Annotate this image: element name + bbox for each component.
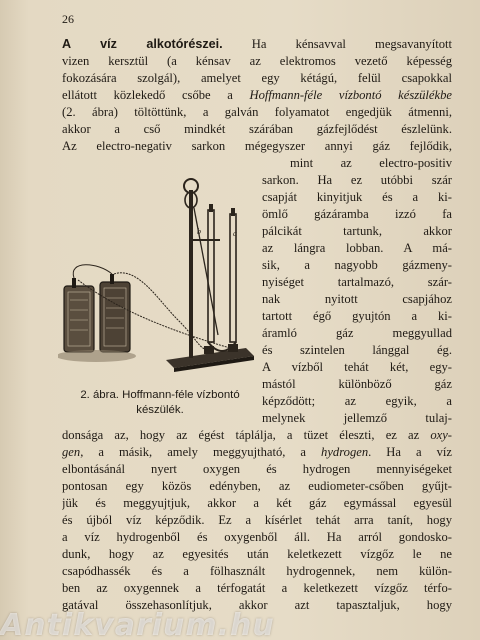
text-line: dunk, hogy az egyesités után keletkezett vízgőz le ne bbox=[62, 547, 452, 561]
text-line: vizen kersztül (a kénsav az elektromos vezető képesség bbox=[62, 54, 452, 68]
italic-term: oxy- bbox=[430, 428, 452, 442]
text-line: akkor a cső mindkét szárában gázfejlődést észlelünk. bbox=[62, 122, 452, 136]
battery-cells bbox=[58, 274, 136, 362]
text-line: sarkon. Ha ez utóbbi szár bbox=[262, 173, 452, 187]
tube-left bbox=[208, 210, 214, 342]
text-line: a víz hydrogenből és oxygenből áll. Ha arról gondosko- bbox=[62, 530, 452, 544]
label-a: a bbox=[233, 229, 237, 238]
text-line: A víz alkotórészei. Ha kénsavval megsavanyított bbox=[62, 37, 452, 51]
text-line: mástól különböző gáz bbox=[262, 377, 452, 391]
text-line: sik, a nagyobb gázmeny- bbox=[262, 258, 452, 272]
text-line: jük és meggyujtjuk, akkor a két gáz egymással egyesül bbox=[62, 496, 452, 510]
text-line: és újból víz képződik. Ez a kísérlet tehát arra tanít, hogy bbox=[62, 513, 452, 527]
text-line: nyiséget tartalmazó, szár- bbox=[262, 275, 452, 289]
text-line: pontosan egy közös edényben, az eudiometer-csőben gyűjt- bbox=[62, 479, 452, 493]
text-line: donsága az, hogy az égést táplálja, a tüzet éleszti, ez az oxy- bbox=[62, 428, 452, 442]
figure-caption: 2. ábra. Hoffmann-féle vízbontó készülék. bbox=[80, 389, 240, 416]
page-number: 26 bbox=[62, 12, 74, 26]
text-line: melynek jellemző tulaj- bbox=[262, 411, 452, 425]
text-line: fokozására szolgál), amelyet egy kétágú, felül csapokkal bbox=[62, 71, 452, 85]
section-heading: A víz alkotórészei. bbox=[62, 37, 223, 51]
italic-term: gen bbox=[62, 445, 81, 459]
stopcock-left bbox=[209, 204, 213, 212]
hoffmann-apparatus-illustration bbox=[58, 170, 258, 382]
text-line: tartott égő gyujtón a ki- bbox=[262, 309, 452, 323]
text-line: képződött; az egyik, a bbox=[262, 394, 452, 408]
text-line: Az electro-negativ sarkon mégegyszer annyi gáz fejlődik, bbox=[62, 139, 452, 153]
wire bbox=[73, 265, 112, 278]
text-line: nak nyitott csapjához bbox=[262, 292, 452, 306]
text-line: és szintelen lánggal ég. bbox=[262, 343, 452, 357]
text-line: A vízből tehát két, egy- bbox=[262, 360, 452, 374]
text-line: gatával összehasonlítjuk, akkor azt tapasztaljuk, hogy bbox=[62, 598, 452, 612]
text-line: ömlő gázáramba izzó fa bbox=[262, 207, 452, 221]
text-line: elbontásánál nyert oxygen és hydrogen mennyiségeket bbox=[62, 462, 452, 476]
italic-term: Hoffmann-féle vízbontó készülékbe bbox=[249, 88, 452, 102]
text-line: mint az electro-positiv bbox=[290, 156, 452, 170]
text-line: az lángra lobban. A má- bbox=[262, 241, 452, 255]
watermark: Antikvarium.hu bbox=[0, 608, 275, 640]
text-line: (2. ábra) töltöttünk, a galván folyamatot engedjük átmenni, bbox=[62, 105, 452, 119]
text-line: csapját kinyitjuk és a ki- bbox=[262, 190, 452, 204]
italic-term: hydrogen bbox=[321, 445, 369, 459]
stopcock-right bbox=[231, 208, 235, 216]
text-line: csapódhassék és a fölhasznált hydrogennek, nem külön- bbox=[62, 564, 452, 578]
text-line: pálcikát tartunk, akkor bbox=[262, 224, 452, 238]
label-b: b bbox=[197, 227, 201, 236]
text-line: gen, a másik, amely meggyujtható, a hydrogen. Ha a víz bbox=[62, 445, 452, 459]
text-line: áramló gáz meggyullad bbox=[262, 326, 452, 340]
text-line: ellátott közlekedő csőbe a Hoffmann-féle vízbontó készülékbe bbox=[62, 88, 452, 102]
text-line: ben az oxygennek a térfogatát a keletkezett vízgőz térfo- bbox=[62, 581, 452, 595]
